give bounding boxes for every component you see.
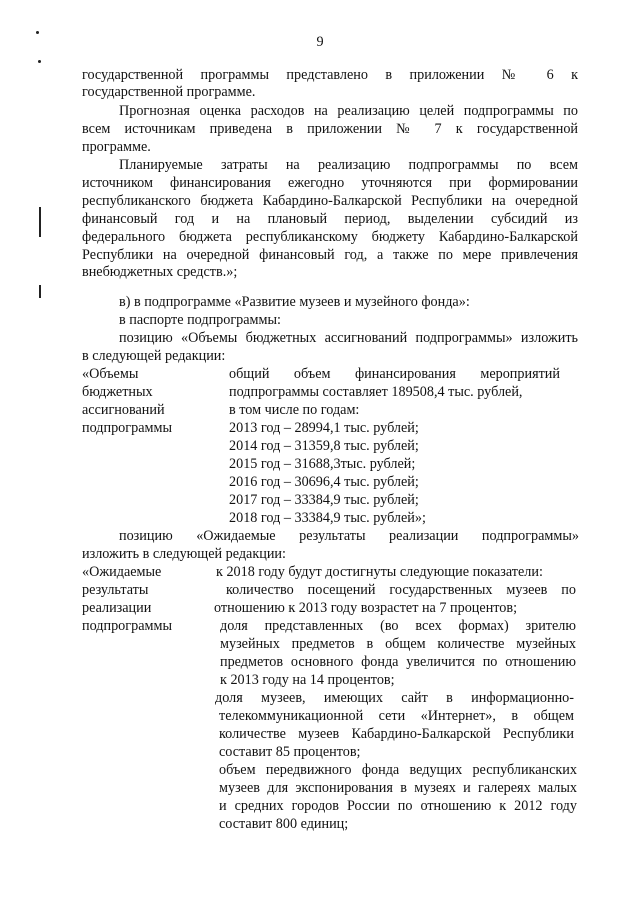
paragraph-line: внебюджетных средств.»; [82, 264, 238, 280]
paragraph-line: федерального бюджета республиканскому бюджету Кабардино-Балкарской [82, 229, 578, 245]
paragraph-line: всем источникам приведена в приложении № 7 к государственной [82, 121, 578, 137]
paragraph-line: в) в подпрограмме «Развитие музеев и музейного фонда»: [119, 294, 470, 310]
table-right-line: 2016 год – 30696,4 тыс. рублей; [229, 474, 419, 490]
table-right-line: 2014 год – 31359,8 тыс. рублей; [229, 438, 419, 454]
table-right-line: музейных предметов в общем количестве музейных [220, 636, 576, 652]
paragraph-line: источником финансирования ежегодно уточняются при формировании [82, 175, 578, 191]
table-left-cell: ассигнований [82, 402, 165, 418]
table-right-line: 2017 год – 33384,9 тыс. рублей; [229, 492, 419, 508]
table-right-line: телекоммуникационной сети «Интернет», в общем [219, 708, 574, 724]
paragraph-line: в следующей редакции: [82, 348, 226, 364]
scan-dot [38, 60, 41, 63]
table-right-line: составит 800 единиц; [219, 816, 349, 832]
scan-margin-line [39, 207, 41, 237]
paragraph-line: Республики на очередной финансовый год, а также по мере привлечения [82, 247, 578, 263]
table-right-line: 2013 год – 28994,1 тыс. рублей; [229, 420, 419, 436]
table-left-cell: результаты [82, 582, 149, 598]
table-left-cell: «Объемы [82, 366, 139, 382]
table-right-line: составит 85 процентов; [219, 744, 361, 760]
table-right-line: предметов основного фонда увеличится по отношению [220, 654, 576, 670]
table-right-line: 2018 год – 33384,9 тыс. рублей»; [229, 510, 426, 526]
paragraph-line: государственной программе. [82, 84, 256, 100]
table-right-line: доля музеев, имеющих сайт в информационно- [215, 690, 574, 706]
paragraph-line: в паспорте подпрограммы: [119, 312, 281, 328]
paragraph-line: изложить в следующей редакции: [82, 546, 286, 562]
paragraph-line: программе. [82, 139, 151, 155]
paragraph-line: государственной программы представлено в приложении № 6 к [82, 67, 578, 83]
paragraph-line: позицию «Объемы бюджетных ассигнований подпрограммы» изложить [119, 330, 578, 346]
table-right-line: количество посещений государственных музеев по [226, 582, 576, 598]
table-right-line: отношению к 2013 году возрастет на 7 процентов; [214, 600, 518, 616]
table-right-line: музеев для экспонирования в музеях и галереях малых [219, 780, 577, 796]
table-right-line: подпрограммы составляет 189508,4 тыс. рублей, [229, 384, 523, 400]
page-number: 9 [316, 34, 324, 50]
table-right-line: общий объем финансирования мероприятий [229, 366, 560, 382]
table-right-line: доля представленных (во всех формах) зрителю [220, 618, 576, 634]
table-right-line: количестве музеев Кабардино-Балкарской Республики [219, 726, 574, 742]
table-right-line: в том числе по годам: [229, 402, 360, 418]
table-left-cell: реализации [82, 600, 152, 616]
table-left-cell: бюджетных [82, 384, 153, 400]
table-right-line: и средних городов России по отношению к 2012 году [219, 798, 577, 814]
table-left-cell: подпрограммы [82, 420, 172, 436]
paragraph-line: позицию «Ожидаемые результаты реализации подпрограммы» [119, 528, 579, 544]
table-left-cell: подпрограммы [82, 618, 172, 634]
paragraph-line: Планируемые затраты на реализацию подпрограммы по всем [119, 157, 578, 173]
table-right-line: к 2013 году на 14 процентов; [220, 672, 395, 688]
table-right-line: объем передвижного фонда ведущих республиканских [219, 762, 577, 778]
paragraph-line: республиканского бюджета Кабардино-Балкарской Республики на очередной [82, 193, 578, 209]
paragraph-line: Прогнозная оценка расходов на реализацию целей подпрограммы по [119, 103, 578, 119]
scan-margin-line [39, 285, 41, 298]
table-left-cell: «Ожидаемые [82, 564, 162, 580]
scan-dot [36, 31, 39, 34]
table-right-line: к 2018 году будут достигнуты следующие показатели: [216, 564, 543, 580]
paragraph-line: финансовый год и на плановый период, выделении субсидий из [82, 211, 578, 227]
table-right-line: 2015 год – 31688,3тыс. рублей; [229, 456, 416, 472]
